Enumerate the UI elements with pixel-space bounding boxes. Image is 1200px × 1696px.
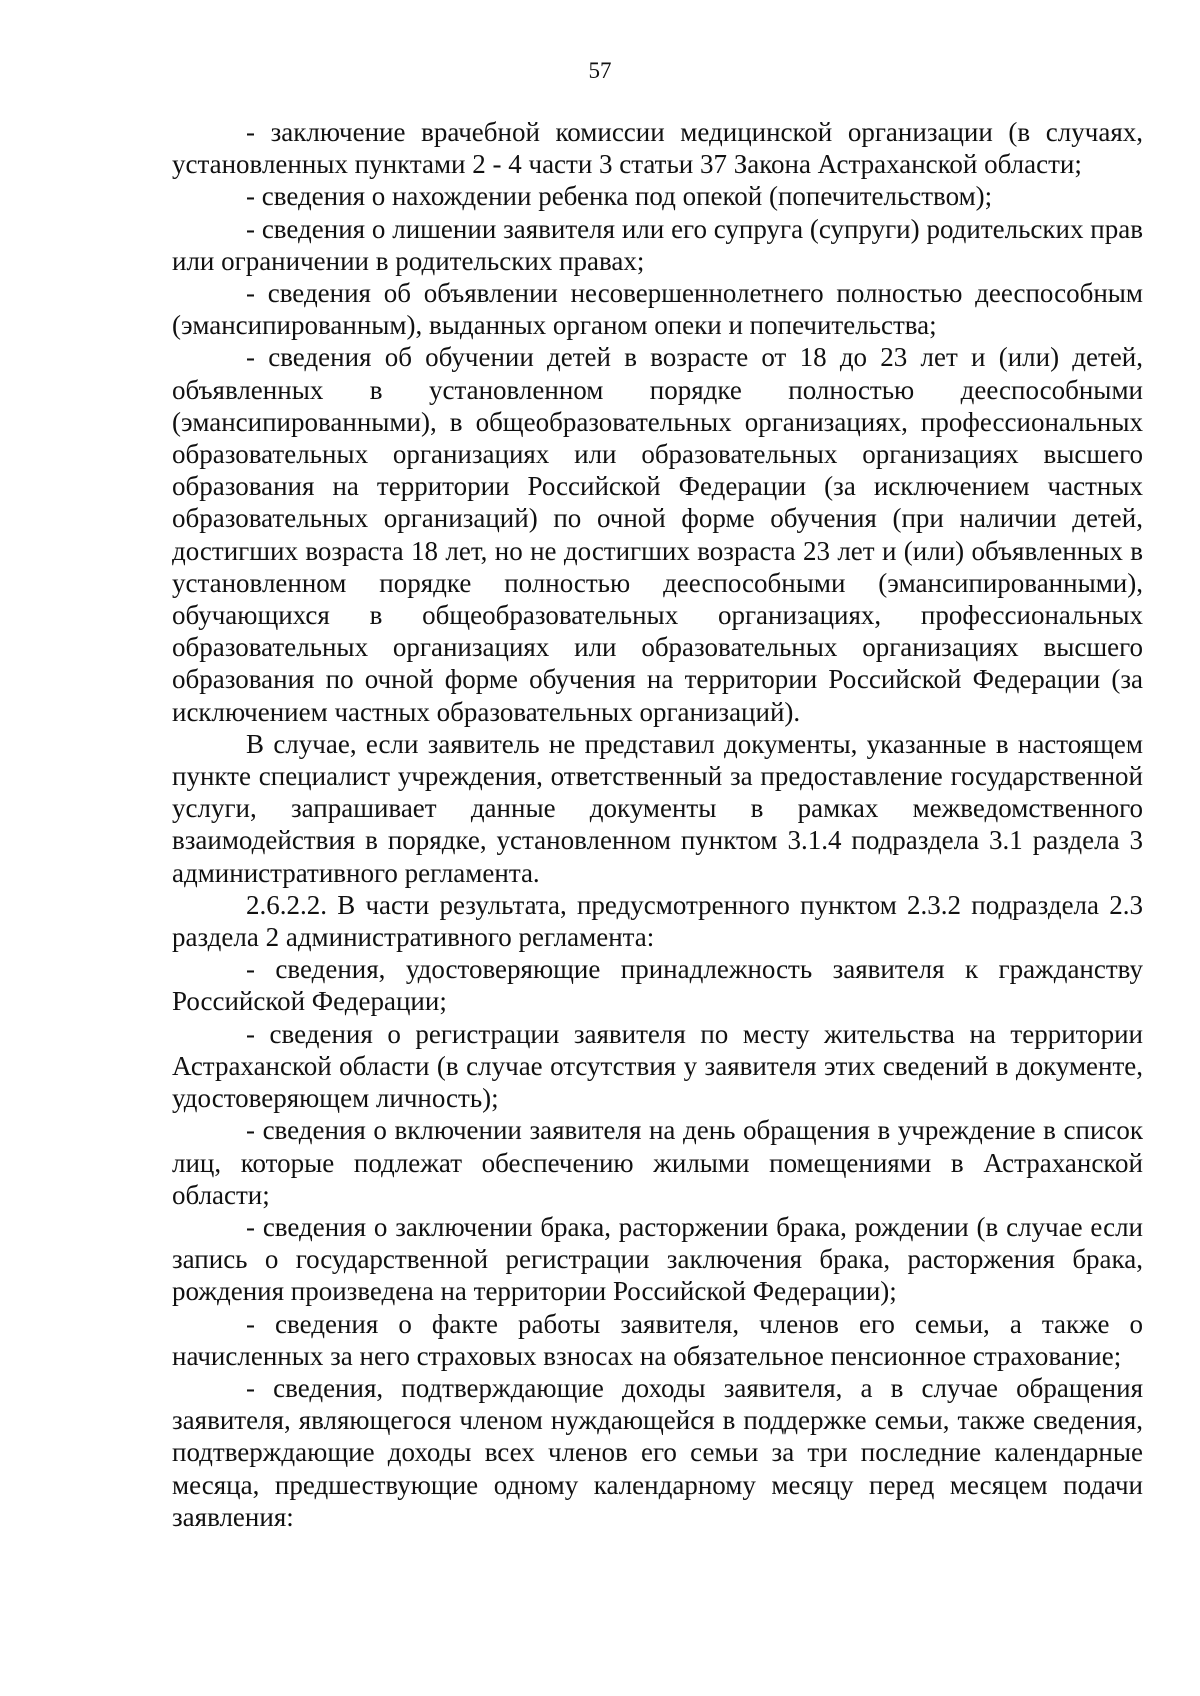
paragraph-marriage-birth: - сведения о заключении брака, расторжении брака, рождении (в случае если запись о государственной регистрации заключения брака, расторжения брака, рождения произведена на территории Российской Федерации); — [172, 1211, 1143, 1307]
paragraph-employment: - сведения о факте работы заявителя, членов его семьи, а также о начисленных за него страховых взносах на обязательное пенсионное страхование; — [172, 1308, 1143, 1371]
paragraph-medical-commission: - заключение врачебной комиссии медицинской организации (в случаях, установленных пунктами 2 - 4 части 3 статьи 37 Закона Астраханской области; — [172, 117, 1143, 180]
document-body — [172, 116, 1143, 1533]
paragraph-interagency-request: В случае, если заявитель не представил документы, указанные в настоящем пункте специалист учреждения, ответственный за предоставление государственной услуги, запрашивает данные документы в рамках межведомственного взаимодействия в порядке, установленном пунктом 3.1.4 подраздела 3.1 раздела 3 административного регламента. — [172, 728, 1143, 888]
paragraph-housing-list: - сведения о включении заявителя на день обращения в учреждение в список лиц, которые подлежат обеспечению жилыми помещениями в Астраханской области; — [172, 1115, 1143, 1210]
paragraph-education: - сведения об обучении детей в возрасте от 18 до 23 лет и (или) детей, объявленных в установленном порядке полностью дееспособными (эмансипированными), в общеобразовательных организациях, профессиональных образовательных организациях или образовательных организациях высшего образования на территории Российской Федерации (за исключением частных образовательных организаций) по очной форме обучения (при наличии детей, достигших возраста 18 лет, но не достигших возраста 23 лет и (или) объявленных в установленном порядке полностью дееспособными (эмансипированными), обучающихся в общеобразовательных организациях, профессиональных образовательных организациях или образовательных организациях высшего образования по очной форме обучения на территории Российской Федерации (за исключением частных образовательных организаций). — [172, 342, 1143, 727]
paragraph-citizenship: - сведения, удостоверяющие принадлежность заявителя к гражданству Российской Федерации; — [172, 954, 1143, 1017]
paragraph-income: - сведения, подтверждающие доходы заявителя, а в случае обращения заявителя, являющегося членом нуждающейся в поддержке семьи, также сведения, подтверждающие доходы всех членов его семьи за три последние календарные месяца, предшествующие одному календарному месяцу перед месяцем подачи заявления: — [172, 1372, 1143, 1532]
paragraph-emancipation: - сведения об объявлении несовершеннолетнего полностью дееспособным (эмансипированным), выданных органом опеки и попечительства; — [172, 278, 1143, 341]
paragraph-parental-rights: - сведения о лишении заявителя или его супруга (супруги) родительских прав или ограничении в родительских правах; — [172, 213, 1143, 276]
paragraph-guardianship: - сведения о нахождении ребенка под опекой (попечительством); — [246, 181, 993, 212]
page-number: 57 — [588, 58, 612, 83]
paragraph-section-2-6-2-2: 2.6.2.2. В части результата, предусмотренного пунктом 2.3.2 подраздела 2.3 раздела 2 административного регламента: — [172, 889, 1143, 953]
paragraph-registration: - сведения о регистрации заявителя по месту жительства на территории Астраханской области (в случае отсутствия у заявителя этих сведений в документе, удостоверяющем личность); — [172, 1018, 1143, 1114]
